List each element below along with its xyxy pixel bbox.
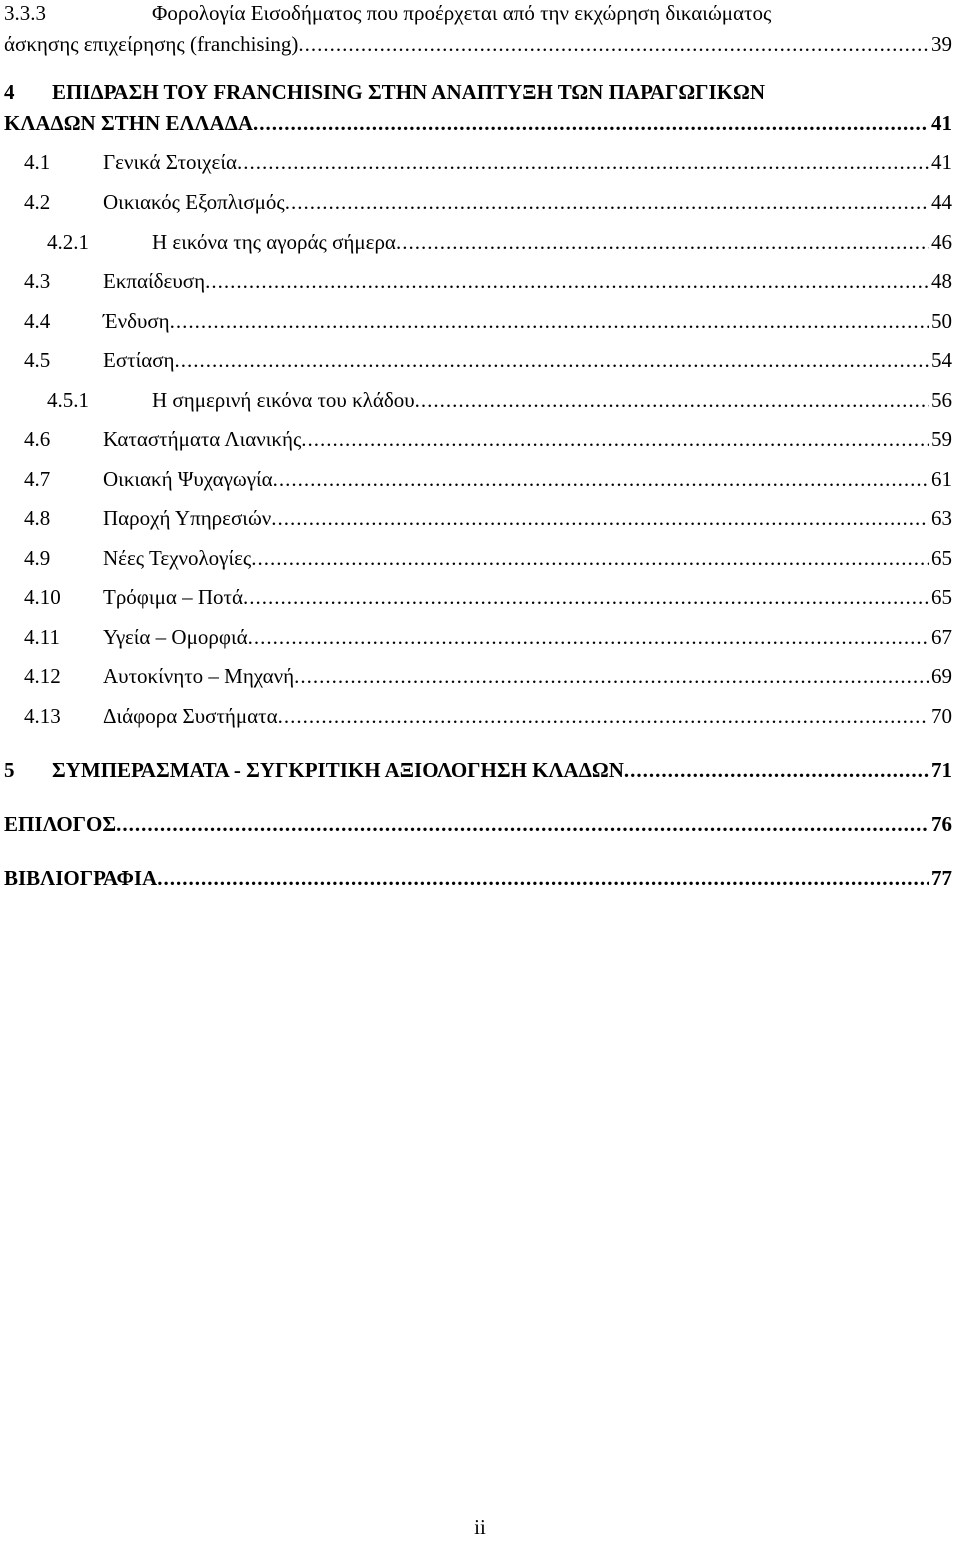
- toc-entry-4-5[interactable]: [0, 340, 960, 380]
- toc-title: ΒΙΒΛΙΟΓΡΑΦΙΑ: [4, 866, 158, 890]
- toc-title: Νέες Τεχνολογίες: [103, 546, 252, 570]
- toc-page-number: 71: [931, 758, 952, 782]
- toc-page-number: 63: [931, 506, 952, 530]
- toc-number: 4.11: [24, 625, 60, 649]
- toc-title: Υγεία – Ομορφιά: [103, 625, 248, 649]
- dot-leader: [237, 142, 929, 182]
- toc-number: 5: [4, 758, 15, 782]
- toc-page-number: 69: [931, 664, 952, 688]
- toc-number: 4: [4, 80, 15, 104]
- toc-number: 4.13: [24, 704, 61, 728]
- dot-leader: [298, 24, 929, 64]
- toc-page-number: 39: [931, 32, 952, 56]
- dot-leader: [157, 858, 929, 898]
- dot-leader: [170, 301, 929, 341]
- toc-number: 4.6: [24, 427, 51, 451]
- toc-title: Διάφορα Συστήματα: [103, 704, 278, 728]
- page-number: ii: [474, 1515, 486, 1539]
- toc-title: Γενικά Στοιχεία: [103, 150, 237, 174]
- toc-number: 3.3.3: [4, 1, 46, 25]
- toc-page-number: 59: [931, 427, 952, 451]
- toc-number: 4.9: [24, 546, 51, 570]
- toc-title: ΣΥΜΠΕΡΑΣΜΑΤΑ - ΣΥΓΚΡΙΤΙΚΗ ΑΞΙΟΛΟΓΗΣΗ ΚΛΑΔΩΝ: [52, 758, 624, 782]
- dot-leader: [175, 340, 929, 380]
- toc-title: Εστίαση: [103, 348, 175, 372]
- toc-number: 4.1: [24, 150, 51, 174]
- toc-entry-4-3[interactable]: [0, 261, 960, 301]
- toc-title: Φορολογία Εισοδήματος που προέρχεται από την εκχώρηση δικαιώματος: [152, 1, 772, 25]
- dot-leader: [271, 498, 929, 538]
- toc-title: ΚΛΑΔΩΝ ΣΤΗΝ ΕΛΛΑΔΑ: [4, 111, 254, 135]
- toc-entry-4-1[interactable]: [0, 142, 960, 182]
- toc-entry-epilogos[interactable]: [0, 804, 960, 844]
- toc-page-number: 65: [931, 546, 952, 570]
- dot-leader: [285, 182, 929, 222]
- toc-page-number: 50: [931, 309, 952, 333]
- toc-entry-5[interactable]: [0, 750, 960, 790]
- dot-leader: [243, 577, 929, 617]
- toc-page-number: 46: [931, 230, 952, 254]
- dot-leader: [396, 222, 929, 262]
- toc-number: 4.8: [24, 506, 51, 530]
- dot-leader: [301, 419, 929, 459]
- toc-entry-4-4[interactable]: [0, 301, 960, 341]
- toc-number: 4.12: [24, 664, 61, 688]
- toc-entry-3-3-3-cont[interactable]: [0, 24, 960, 64]
- toc-page-number: 44: [931, 190, 952, 214]
- dot-leader: [251, 538, 929, 578]
- toc-page-number: 76: [931, 812, 952, 836]
- toc-title: Η σημερινή εικόνα του κλάδου: [152, 388, 415, 412]
- toc-entry-4-2[interactable]: [0, 182, 960, 222]
- toc-number: 4.4: [24, 309, 51, 333]
- toc-page-number: 70: [931, 704, 952, 728]
- toc-page-number: 65: [931, 585, 952, 609]
- toc-title: Καταστήματα Λιανικής: [103, 427, 302, 451]
- toc-page-number: 41: [931, 150, 952, 174]
- toc-title: άσκησης επιχείρησης (franchising): [4, 32, 299, 56]
- toc-entry-4-cont[interactable]: [0, 103, 960, 143]
- toc-entry-bibliografia[interactable]: [0, 858, 960, 898]
- toc-title: ΕΠΙΛΟΓΟΣ: [4, 812, 117, 836]
- toc-entry-4-5-1[interactable]: [0, 380, 960, 420]
- toc-title: Οικιακή Ψυχαγωγία: [103, 467, 273, 491]
- dot-leader: [253, 103, 929, 143]
- toc-page-number: 48: [931, 269, 952, 293]
- toc-title: Εκπαίδευση: [103, 269, 206, 293]
- toc-number: 4.3: [24, 269, 51, 293]
- dot-leader: [248, 617, 929, 657]
- dot-leader: [205, 261, 929, 301]
- toc-page-number: 77: [931, 866, 952, 890]
- toc-entry-4-9[interactable]: [0, 538, 960, 578]
- toc-entry-4-11[interactable]: [0, 617, 960, 657]
- toc-entry-4-2-1[interactable]: [0, 222, 960, 262]
- dot-leader: [624, 750, 929, 790]
- toc-entry-4-13[interactable]: [0, 696, 960, 736]
- toc-entry-4-7[interactable]: [0, 459, 960, 499]
- toc-entry-4-10[interactable]: [0, 577, 960, 617]
- toc-page-number: 41: [931, 111, 952, 135]
- toc-number: 4.2.1: [47, 230, 89, 254]
- toc-page-number: 61: [931, 467, 952, 491]
- dot-leader: [278, 696, 929, 736]
- dot-leader: [116, 804, 929, 844]
- toc-number: 4.5: [24, 348, 51, 372]
- toc-page-number: 56: [931, 388, 952, 412]
- toc-page-number: 54: [931, 348, 952, 372]
- toc-page-number: 67: [931, 625, 952, 649]
- toc-entry-4-8[interactable]: [0, 498, 960, 538]
- dot-leader: [273, 459, 929, 499]
- dot-leader: [415, 380, 929, 420]
- toc-number: 4.5.1: [47, 388, 89, 412]
- toc-title: ΕΠΙΔΡΑΣΗ ΤΟΥ FRANCHISING ΣΤΗΝ ΑΝΑΠΤΥΞΗ ΤΩΝ ΠΑΡΑΓΩΓΙΚΩΝ: [52, 80, 766, 104]
- toc-title: Παροχή Υπηρεσιών: [103, 506, 272, 530]
- toc-title: Ένδυση: [103, 309, 170, 333]
- toc-title: Αυτοκίνητο – Μηχανή: [103, 664, 295, 688]
- toc-number: 4.10: [24, 585, 61, 609]
- toc-entry-4-6[interactable]: [0, 419, 960, 459]
- dot-leader: [294, 656, 929, 696]
- toc-title: Τρόφιμα – Ποτά: [103, 585, 243, 609]
- toc-title: Οικιακός Εξοπλισμός: [103, 190, 285, 214]
- toc-title: Η εικόνα της αγοράς σήμερα: [152, 230, 396, 254]
- toc-number: 4.7: [24, 467, 51, 491]
- toc-number: 4.2: [24, 190, 51, 214]
- toc-entry-4-12[interactable]: [0, 656, 960, 696]
